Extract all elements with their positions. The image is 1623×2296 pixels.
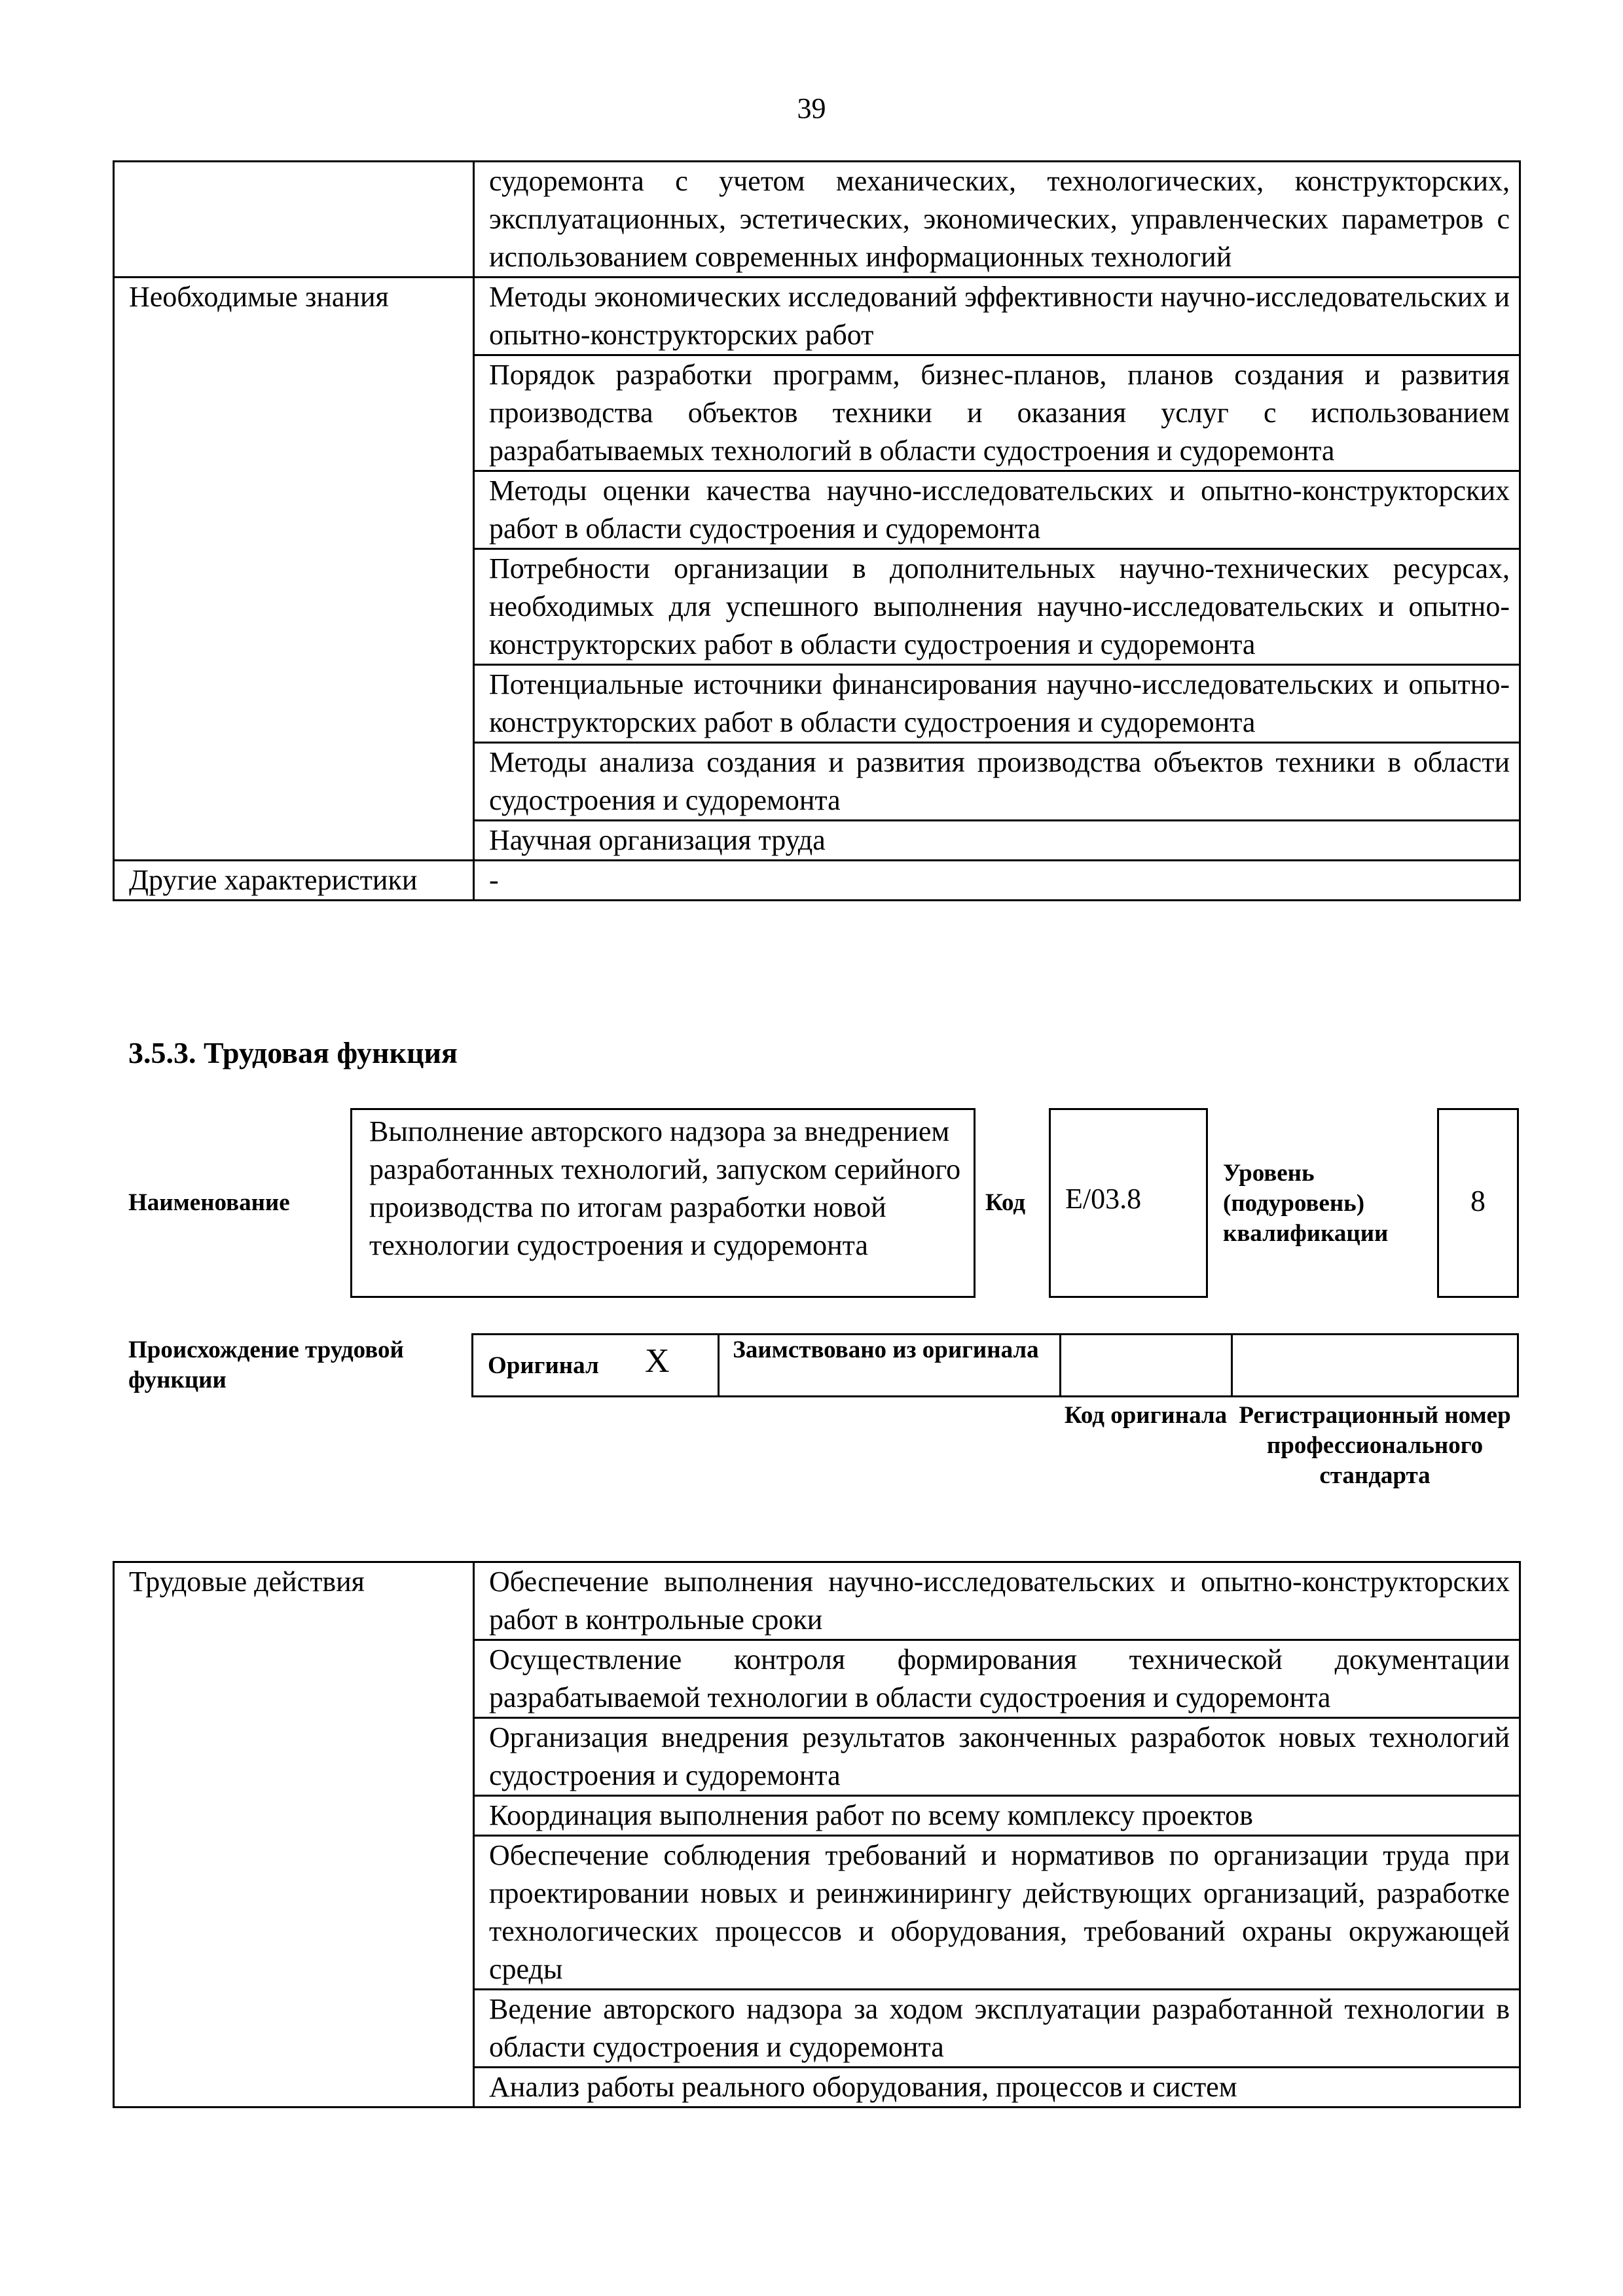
code-value-box: E/03.8 [1049, 1108, 1208, 1298]
row-label-other: Другие характеристики [114, 861, 474, 901]
knowledge-table [113, 160, 1521, 901]
level-label: Уровень (подуровень) квалификации [1223, 1160, 1389, 1247]
function-name-box: Выполнение авторского надзора за внедрением разработанных технологий, запуском серийного производства по итогам разработки новой технологии судостроения и судоремонта [350, 1108, 976, 1298]
table-cell: Обеспечение соблюдения требований и нормативов по организации труда при проектировании новых и реинжинирингу действующих организаций, разработке технологических процессов и оборудования, требований охраны окружающей среды [474, 1836, 1520, 1990]
table-cell: Осуществление контроля формирования технической документации разрабатываемой технологии в области судостроения и судоремонта [474, 1640, 1520, 1718]
table-cell: Методы экономических исследований эффективности научно-исследовательских и опытно-конструкторских работ [474, 278, 1520, 355]
original-mark: X [645, 1342, 670, 1380]
table-cell: Методы оценки качества научно-исследовательских и опытно-конструкторских работ в области судостроения и судоремонта [474, 471, 1520, 549]
table-cell: Порядок разработки программ, бизнес-планов, планов создания и развития производства объектов техники и оказания услуг с использованием разрабатываемых технологий в области судостроения и судоремонта [474, 355, 1520, 471]
section-heading: 3.5.3. Трудовая функция [128, 1036, 458, 1069]
original-cell [473, 1335, 720, 1395]
table-cell: Ведение авторского надзора за ходом эксплуатации разработанной технологии в области судостроения и судоремонта [474, 1990, 1520, 2068]
table-cell: судоремонта с учетом механических, технологических, конструкторских, эксплуатационных, эстетических, экономических, управленческих параметров с использованием современных информационных технологий [474, 162, 1520, 278]
code-label: Код [985, 1189, 1026, 1216]
table-row [114, 1562, 1520, 1640]
table-cell: - [474, 861, 1520, 901]
row-label-labor-actions: Трудовые действия [114, 1562, 474, 2108]
table-cell: Обеспечение выполнения научно-исследовательских и опытно-конструкторских работ в контрольные сроки [474, 1562, 1520, 1640]
labor-actions-table [113, 1561, 1521, 2108]
table-cell: Потенциальные источники финансирования научно-исследовательских и опытно-конструкторских работ в области судостроения и судоремонта [474, 665, 1520, 743]
table-cell: Организация внедрения результатов законченных разработок новых технологий судостроения и судоремонта [474, 1718, 1520, 1796]
table-row [114, 861, 1520, 901]
table-cell: Научная организация труда [474, 821, 1520, 861]
code-original-cell [1061, 1335, 1233, 1395]
table-cell: Координация выполнения работ по всему комплексу проектов [474, 1796, 1520, 1836]
name-label: Наименование [128, 1189, 290, 1216]
row-label [114, 162, 474, 278]
row-label-knowledge: Необходимые знания [114, 278, 474, 861]
borrowed-cell [720, 1335, 1061, 1395]
table-row [114, 162, 1520, 278]
table-cell: Потребности организации в дополнительных научно-технических ресурсах, необходимых для успешного выполнения научно-исследовательских и опытно-конструкторских работ в области судостроения и судоремонта [474, 549, 1520, 665]
borrowed-label: Заимствовано из оригинала [733, 1336, 1039, 1363]
table-cell: Анализ работы реального оборудования, процессов и систем [474, 2068, 1520, 2108]
level-value-box: 8 [1437, 1108, 1519, 1298]
original-label: Оригинал [488, 1352, 599, 1379]
code-original-caption: Код оригинала [1064, 1402, 1228, 1429]
table-cell: Методы анализа создания и развития производства объектов техники в области судостроения и судоремонта [474, 743, 1520, 821]
origin-row [471, 1333, 1519, 1397]
table-row [114, 278, 1520, 355]
reg-number-cell [1233, 1335, 1517, 1395]
reg-number-caption: Регистрационный номер профессионального стандарта [1239, 1402, 1511, 1489]
origin-label: Происхождение трудовой функции [128, 1336, 404, 1393]
page-number: 39 [797, 92, 826, 124]
